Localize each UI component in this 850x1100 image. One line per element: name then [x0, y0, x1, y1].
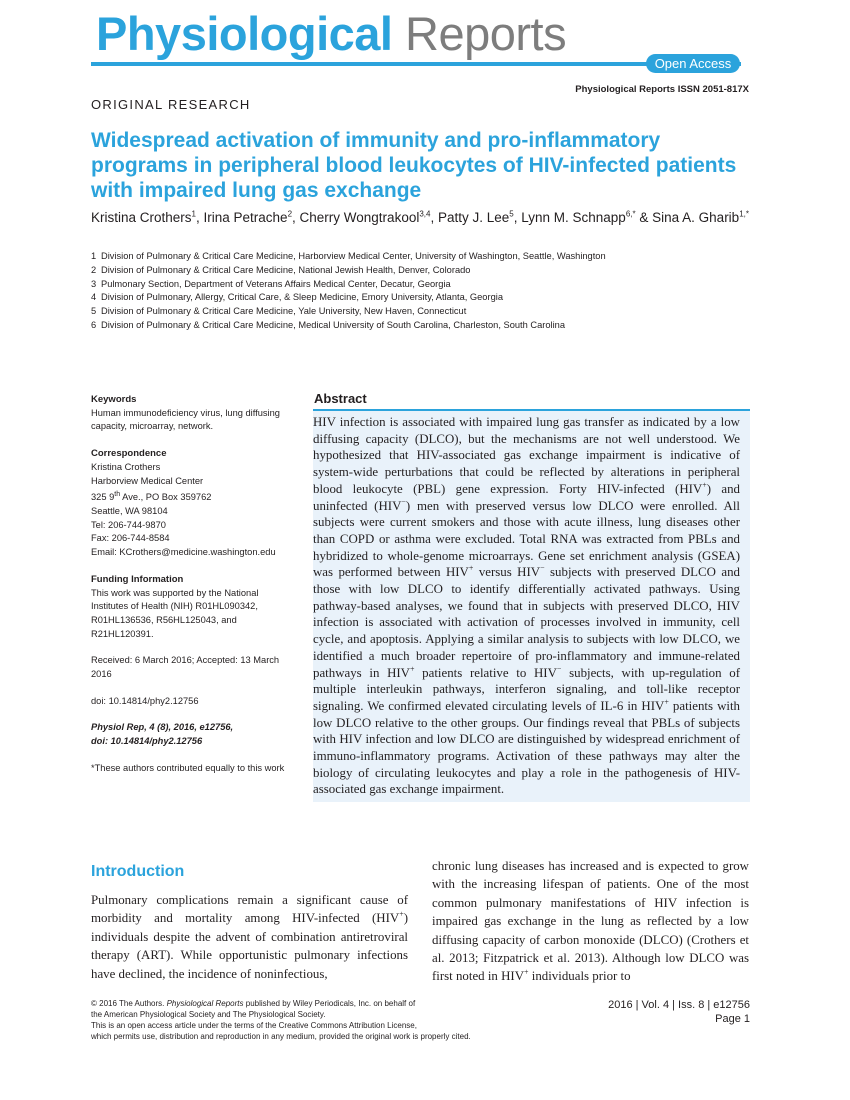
affiliation-item: 6 Division of Pulmonary & Critical Care Medicine, Medical University of South Carolina, Charleston, South Carolina — [91, 319, 566, 330]
author-name: Patty J. Lee — [437, 210, 510, 225]
affiliation-item: 2 Division of Pulmonary & Critical Care Medicine, National Jewish Health, Denver, Colorado — [91, 264, 471, 275]
correspondence-email[interactable]: Email: KCrothers@medicine.washington.edu — [91, 547, 276, 558]
article-title: Widespread activation of immunity and pro-inflammatory programs in peripheral blood leukocytes of HIV-infected patients with impaired lung gas exchange — [91, 129, 737, 202]
funding-text: This work was supported by the National Institutes of Health (NIH) R01HL090342, R01HL136536, R56HL125043, and R21HL120391. — [91, 587, 259, 639]
doi[interactable]: doi: 10.14814/phy2.12756 — [91, 695, 199, 706]
open-access-badge: Open Access — [646, 54, 740, 73]
author-name: Kristina Crothers — [91, 210, 192, 225]
journal-title — [96, 6, 566, 62]
introduction-column-right: chronic lung diseases has increased and is expected to grow with the increasing lifespan of patients. One of the most common pulmonary manifestations of HIV infection is impaired gas exchange in the lung as reflected by a low diffusing capacity of carbon monoxide (DLCO) (Crothers et al. 2013; Fitzpatrick et al. 2013). Although low DLCO was first noted in HIV+ individuals prior to — [432, 859, 749, 984]
correspondence-fax: Fax: 206-744-8584 — [91, 533, 170, 544]
article-sidebar — [91, 393, 291, 776]
abstract-heading: Abstract — [314, 391, 367, 406]
author-name: Irina Petrache — [203, 210, 288, 225]
correspondence-city: Seattle, WA 98104 — [91, 506, 168, 517]
introduction-heading: Introduction — [91, 863, 185, 880]
citation-line-2: doi: 10.14814/phy2.12756 — [91, 736, 203, 747]
received-dates: Received: 6 March 2016; Accepted: 13 March 2016 — [91, 655, 280, 680]
correspondence-name: Kristina Crothers — [91, 461, 161, 472]
correspondence-address: 325 9th Ave., PO Box 359762 — [91, 491, 212, 503]
funding-heading: Funding Information — [91, 573, 184, 585]
author-name: Sina A. Gharib — [652, 210, 740, 225]
affiliation-item: 1 Division of Pulmonary & Critical Care Medicine, Harborview Medical Center, University of Washington, Seattle, Washington — [91, 251, 606, 261]
introduction-column-left: Pulmonary complications remain a significant cause of morbidity and mortality among HIV-infected (HIV+) individuals despite the advent of combination antiretroviral therapy (ART). While opportunistic pulmonary infections have declined, the incidence of noninfectious, — [91, 893, 408, 981]
footer-issue-info — [560, 998, 750, 1026]
author-name: Cherry Wongtrakool — [299, 210, 420, 225]
abstract-text: HIV infection is associated with impaired lung gas transfer as indicated by a low diffusing capacity (DLCO), but the mechanisms are not well understood. We hypothesized that HIV-associated gas exchange impairment is indicative of system-wide perturbations that could be reflected by alterations in peripheral blood leukocyte (PBL) gene expression. Forty HIV-infected (HIV+) and uninfected (HIV−) men with preserved versus low DLCO were enrolled. All subjects were current smokers and those with acute illness, lung diseases other than COPD or asthma were excluded. Total RNA was extracted from PBLs and hybridized to whole-genome microarrays. Gene set enrichment analysis (GSEA) was performed between HIV+ versus HIV− subjects with preserved DLCO and those with low DLCO to identify differentially activated pathways. Using pathway-based analyses, we found that in subjects with preserved DLCO, HIV infection is associated with activation of processes involved in immunity, cell cycle, and apoptosis. Applying a similar analysis to subjects with low DLCO, we identified a much broader repertoire of pro-inflammatory and immune-related pathways in HIV+ patients relative to HIV− subjects, with up-regulation of multiple interleukin pathways, interferon signaling, and toll-like receptor signaling. We confirmed elevated circulating levels of IL-6 in HIV+ patients with low DLCO relative to the other groups. Our findings reveal that PBLs of subjects with HIV infection and low DLCO are distinguished by widespread enrichment of immuno-inflammatory programs. Activation of these pathways may alter the biology of circulating leukocytes and play a role in the pathogenesis of HIV-associated gas exchange impairment. — [313, 415, 741, 797]
affiliation-item: 3 Pulmonary Section, Department of Veterans Affairs Medical Center, Decatur, Georgia — [91, 278, 451, 289]
citation-line-1: Physiol Rep, 4 (8), 2016, e12756, — [91, 722, 234, 733]
section-label: ORIGINAL RESEARCH — [91, 97, 251, 112]
journal-issn: Physiological Reports ISSN 2051-817X — [575, 84, 749, 95]
author-list: Kristina Crothers$^1$, Irina Petrache$^2$, Cherry Wongtrakool$^{3,4}$, Patty J. Lee$^5$, Lynn M. Schnapp$^{6,*}$ & Sina A. Gharib$^{1,*}$ — [91, 209, 749, 225]
affiliation-item: 4 Division of Pulmonary, Allergy, Critical Care, & Sleep Medicine, Emory University, Atlanta, Georgia — [91, 292, 503, 303]
journal-title-primary: Physiological — [96, 7, 393, 60]
author-name: Lynn M. Schnapp — [521, 210, 626, 225]
page-number: Page 1 — [715, 1013, 750, 1025]
issue-line: 2016 | Vol. 4 | Iss. 8 | e12756 — [608, 999, 750, 1011]
footer-copyright: © 2016 The Authors. Physiological Reports published by Wiley Periodicals, Inc. on behalf of the American Physiological Society and The Physiological Society. This is an open access article under the terms of the Creative Commons Attribution License, which permits use, distribution and reproduction in any medium, provided the original work is properly cited. — [91, 999, 471, 1041]
equal-contribution-note: *These authors contributed equally to this work — [91, 762, 285, 773]
correspondence-org: Harborview Medical Center — [91, 475, 204, 486]
journal-title-secondary: Reports — [405, 7, 567, 60]
affiliation-list — [91, 250, 751, 333]
keywords-text: Human immunodeficiency virus, lung diffusing capacity, microarray, network. — [91, 407, 280, 432]
header-rule — [91, 62, 741, 66]
keywords-heading: Keywords — [91, 394, 137, 405]
affiliation-item: 5 Division of Pulmonary & Critical Care Medicine, Yale University, New Haven, Connecticut — [91, 306, 467, 317]
correspondence-heading: Correspondence — [91, 448, 167, 460]
correspondence-tel: Tel: 206-744-9870 — [91, 519, 166, 530]
